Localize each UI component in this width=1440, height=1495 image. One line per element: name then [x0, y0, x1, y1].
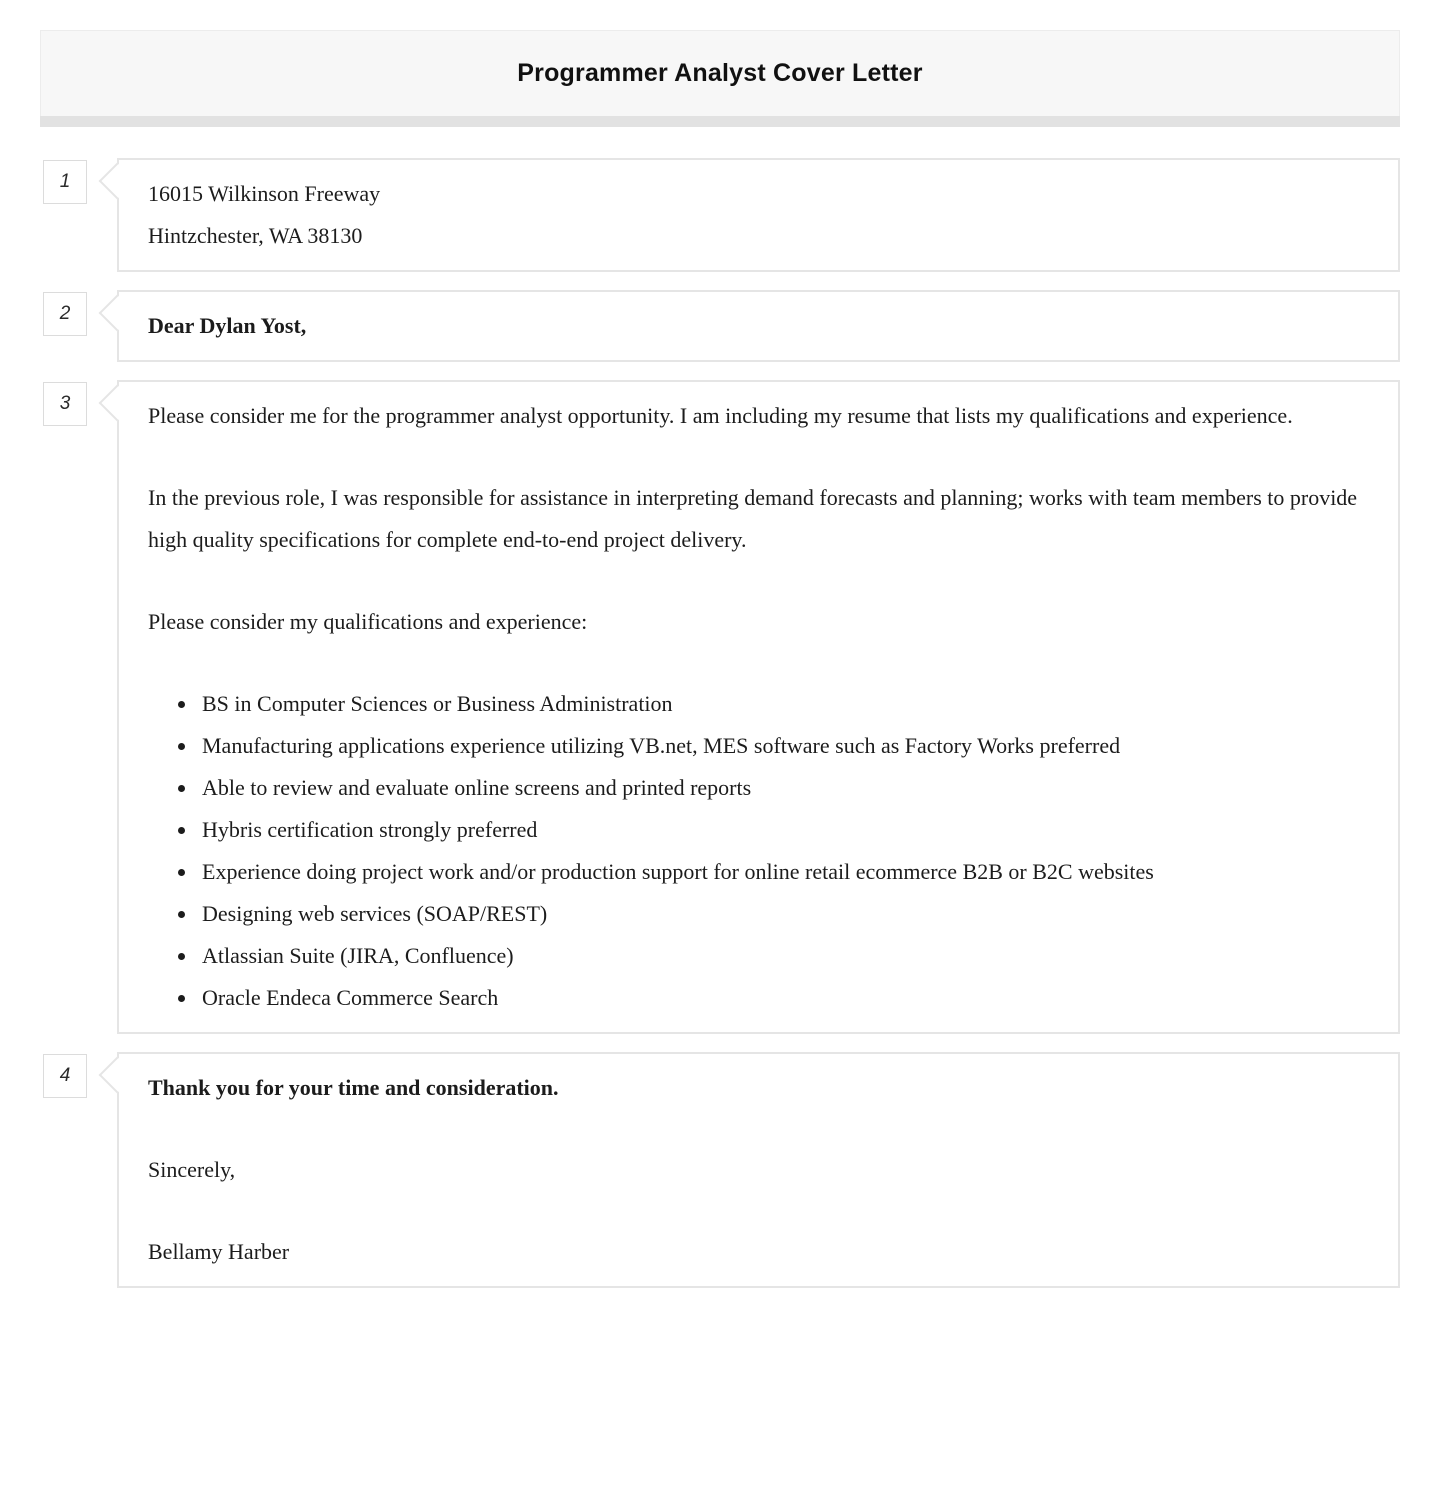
section-greeting — [40, 290, 1400, 362]
header-divider — [40, 116, 1400, 127]
section-pointer-notch — [99, 163, 136, 200]
page-header — [40, 30, 1400, 116]
list-item: • Able to review and evaluate online screens and printed reports — [198, 767, 1362, 809]
section-content-address — [117, 158, 1400, 272]
section-content-greeting — [117, 290, 1400, 362]
intro-paragraph: Please consider me for the programmer analyst opportunity. I am including my resume that lists my qualifications and experience. — [148, 403, 1293, 428]
previous-role-paragraph: In the previous role, I was responsible for assistance in interpreting demand forecasts and planning; works with team members to provide high quality specifications for complete end-to-end project delivery. — [148, 485, 1358, 552]
section-number-badge: 1 — [43, 160, 87, 204]
list-item: • Manufacturing applications experience utilizing VB.net, MES software such as Factory Works preferred — [198, 725, 1362, 767]
closing-text: Sincerely, — [148, 1157, 236, 1182]
list-item: • Designing web services (SOAP/REST) — [198, 893, 1362, 935]
page-title: Programmer Analyst Cover Letter — [517, 59, 923, 87]
address-line-2: Hintzchester, WA 38130 — [148, 223, 363, 248]
section-number-badge: 3 — [43, 382, 87, 426]
section-number-badge: 4 — [43, 1054, 87, 1098]
address-line-1: 16015 Wilkinson Freeway — [148, 181, 381, 206]
section-pointer-notch — [99, 1057, 136, 1094]
list-item: • Experience doing project work and/or production support for online retail ecommerce B2B or B2C websites — [198, 851, 1362, 893]
list-item: • BS in Computer Sciences or Business Administration — [198, 683, 1362, 725]
qualifications-list — [148, 683, 1362, 1019]
list-item: • Oracle Endeca Commerce Search — [198, 977, 1362, 1019]
section-signoff — [40, 1052, 1400, 1288]
section-body — [40, 380, 1400, 1034]
signature-text: Bellamy Harber — [148, 1239, 290, 1264]
section-content-signoff — [117, 1052, 1400, 1288]
thanks-text: Thank you for your time and consideration. — [148, 1075, 559, 1100]
greeting-text: Dear Dylan Yost, — [148, 313, 307, 338]
section-content-body — [117, 380, 1400, 1034]
section-pointer-notch — [99, 295, 136, 332]
section-number-badge: 2 — [43, 292, 87, 336]
letter-sections — [40, 158, 1400, 1288]
qualifications-lead-paragraph: Please consider my qualifications and experience: — [148, 609, 588, 634]
list-item: • Hybris certification strongly preferred — [198, 809, 1362, 851]
section-address — [40, 158, 1400, 272]
list-item: • Atlassian Suite (JIRA, Confluence) — [198, 935, 1362, 977]
section-pointer-notch — [99, 385, 136, 422]
